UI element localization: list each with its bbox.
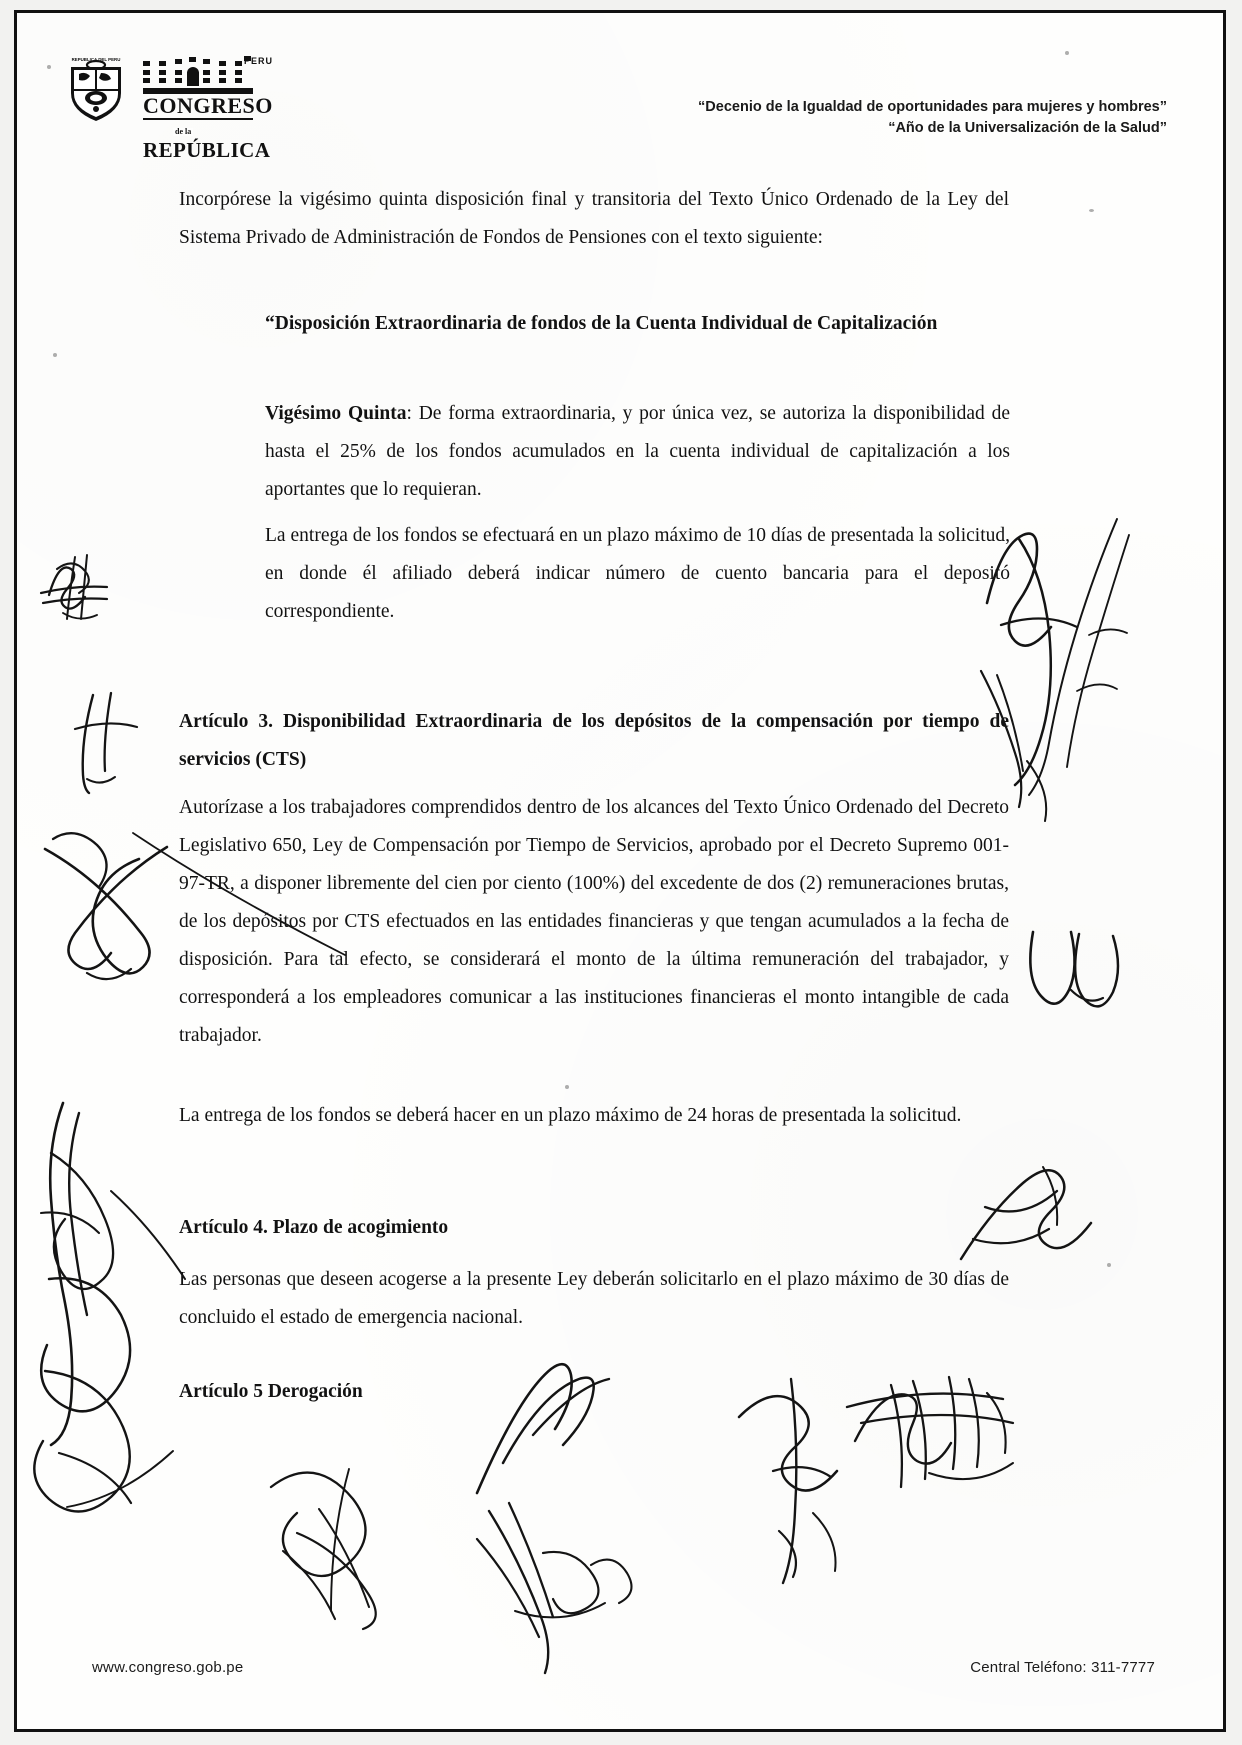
header-slogan-line-2: “Año de la Universalización de la Salud” <box>888 120 1167 137</box>
svg-text:REPUBLICA DEL PERU: REPUBLICA DEL PERU <box>71 57 121 62</box>
article-4-heading: Artículo 4. Plazo de acogimiento <box>179 1217 449 1238</box>
article-3-delivery-paragraph: La entrega de los fondos se deberá hacer en un plazo máximo de 24 horas de presentada la solicitud. <box>179 1105 962 1126</box>
scan-speck <box>1107 1263 1111 1267</box>
article-5-heading: Artículo 5 Derogación <box>179 1381 363 1402</box>
document-footer <box>17 1659 1223 1685</box>
lead-paragraph: Incorpórese la vigésimo quinta disposición final y transitoria del Texto Único Ordenado de la Ley del Sistema Privado de Administración de Fondos de Pensiones con el texto siguiente: <box>179 189 1009 248</box>
footer-phone: Central Teléfono: 311-7777 <box>970 1659 1155 1676</box>
article-3-paragraph: Autorízase a los trabajadores comprendidos dentro de los alcances del Texto Único Ordenado del Decreto Legislativo 650, Ley de Compensación por Tiempo de Servicios, aprobado por el Decreto Supremo 001-97-TR, a disponer libremente del cien por ciento (100%) del excedente de dos (2) remuneraciones brutas, de los depósitos por CTS efectuados en las entidades financieras y que tengan acumulados a la fecha de disposición. Para tal efecto, se considerará el monto de la última remuneración del trabajador, y corresponderá a los empleadores comunicar a las instituciones financieras el monto intangible de cada trabajador. <box>179 797 1009 1046</box>
quoted-clause-text: : De forma extraordinaria, y por única vez, se autoriza la disponibilidad de hasta el 25% de los fondos acumulados en la cuenta individual de capitalización a los aportantes que lo requieran. <box>265 403 1010 500</box>
article-4-paragraph: Las personas que deseen acogerse a la presente Ley deberán solicitarlo en el plazo máximo de 30 días de concluido el estado de emergencia nacional. <box>179 1269 1009 1328</box>
scan-speck <box>565 1085 569 1089</box>
article-3-heading: Artículo 3. Disponibilidad Extraordinaria de los depósitos de la compensación por tiempo de servicios (CTS) <box>179 711 1009 770</box>
wordmark-peru-label: PERU <box>244 56 274 66</box>
page-surface <box>17 13 1223 1729</box>
footer-website[interactable]: www.congreso.gob.pe <box>92 1659 244 1676</box>
scan-speck <box>53 353 57 357</box>
quoted-clause <box>265 395 1010 509</box>
document-body <box>17 13 1223 1729</box>
quoted-clause-label: Vigésimo Quinta <box>265 403 407 424</box>
scan-speck <box>47 65 51 69</box>
quoted-title: “Disposición Extraordinaria de fondos de la Cuenta Individual de Capitalización <box>265 313 938 334</box>
scan-speck <box>1089 209 1094 212</box>
wordmark-congreso: CONGRESO <box>143 93 273 118</box>
quoted-delivery-paragraph: La entrega de los fondos se efectuará en un plazo máximo de 10 días de presentada la solicitud, en donde él afiliado deberá indicar número de cuento bancaria para el depositó correspondiente. <box>265 525 1010 622</box>
scanned-page-frame <box>14 10 1226 1732</box>
header-slogan-line-1: “Decenio de la Igualdad de oportunidades para mujeres y hombres” <box>698 99 1167 115</box>
wordmark-republica: REPÚBLICA <box>143 138 271 163</box>
scan-speck <box>1065 51 1069 55</box>
wordmark-dela: de la <box>175 127 192 137</box>
